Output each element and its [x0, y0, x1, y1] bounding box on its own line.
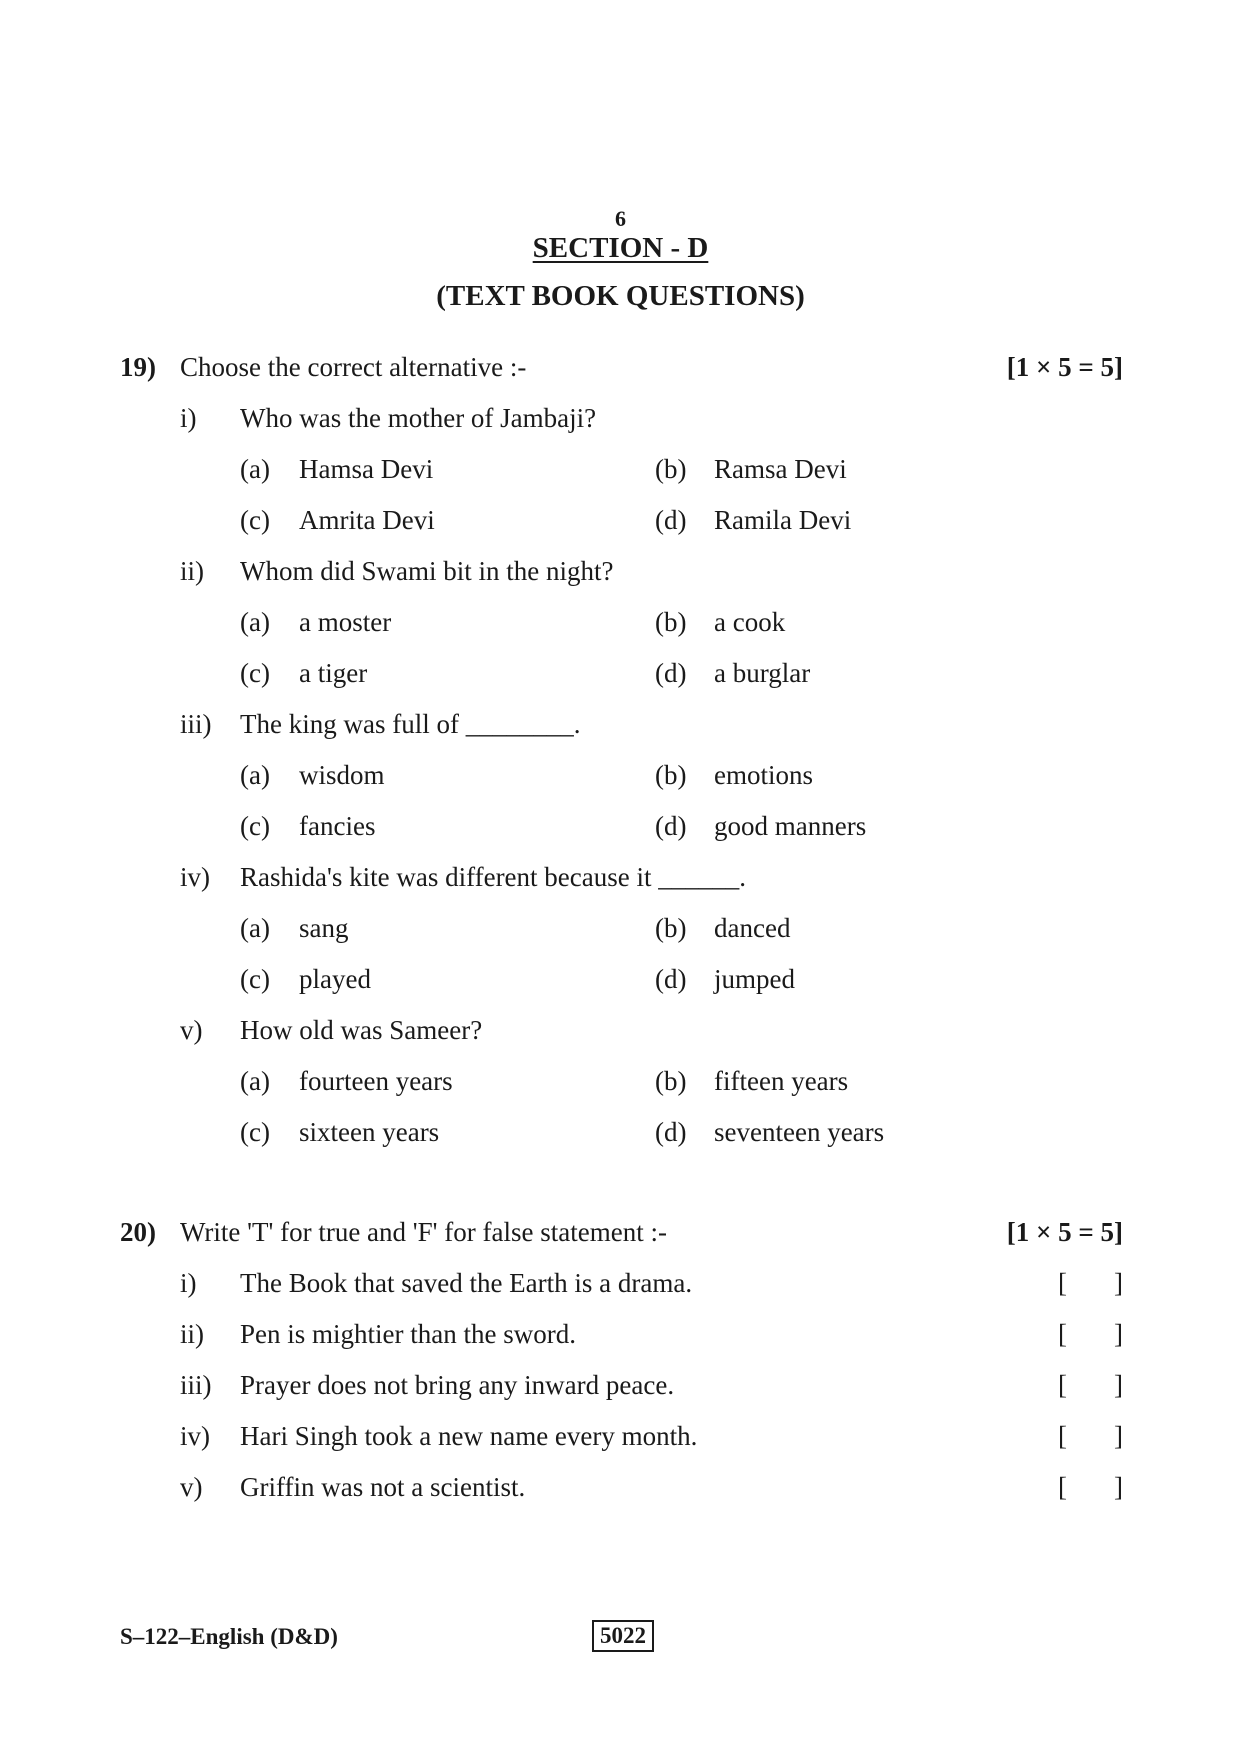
option-text: Ramila Devi [714, 505, 852, 535]
option-text: Ramsa Devi [714, 454, 847, 484]
bracket-open: [ [1058, 1319, 1067, 1349]
statement-text: Prayer does not bring any inward peace. [240, 1370, 675, 1400]
bracket-close: ] [1114, 1319, 1123, 1349]
question-number: 20) [120, 1217, 156, 1247]
option-letter: (b) [655, 913, 687, 943]
sub-question-number: ii) [180, 556, 204, 586]
question-instruction: Choose the correct alternative :- [180, 352, 527, 382]
option-text: a cook [714, 607, 786, 637]
answer-bracket[interactable] [1058, 1472, 1123, 1503]
option-text: fourteen years [299, 1066, 453, 1096]
sub-question-text: Who was the mother of Jambaji? [240, 403, 597, 433]
question-number: 19) [120, 352, 156, 382]
statement-number: ii) [180, 1319, 204, 1349]
bracket-open: [ [1058, 1421, 1067, 1451]
option-letter: (c) [240, 505, 270, 535]
sub-question-text: How old was Sameer? [240, 1015, 483, 1045]
answer-bracket[interactable] [1058, 1370, 1123, 1401]
section-title [0, 232, 1241, 265]
statement-text: The Book that saved the Earth is a drama. [240, 1268, 693, 1298]
option-letter: (a) [240, 1066, 270, 1096]
sub-question-number: i) [180, 403, 197, 433]
bracket-close: ] [1114, 1421, 1123, 1451]
option-text: sixteen years [299, 1117, 440, 1147]
statement-text: Griffin was not a scientist. [240, 1472, 526, 1502]
option-letter: (b) [655, 607, 687, 637]
option-text: Amrita Devi [299, 505, 435, 535]
section-title-text: SECTION - D [532, 232, 709, 264]
option-letter: (c) [240, 1117, 270, 1147]
option-letter: (d) [655, 811, 687, 841]
question-marks: [1 × 5 = 5] [1006, 1217, 1123, 1247]
sub-question-number: iii) [180, 709, 212, 739]
paper-code: S–122–English (D&D) [120, 1624, 338, 1649]
bracket-open: [ [1058, 1268, 1067, 1298]
option-letter: (a) [240, 454, 270, 484]
question-instruction: Write 'T' for true and 'F' for false statement :- [180, 1217, 667, 1247]
statement-number: iii) [180, 1370, 212, 1400]
option-text: good manners [714, 811, 867, 841]
option-text: fancies [299, 811, 376, 841]
option-letter: (d) [655, 964, 687, 994]
statement-text: Pen is mightier than the sword. [240, 1319, 576, 1349]
option-text: played [299, 964, 371, 994]
option-letter: (d) [655, 1117, 687, 1147]
sub-question-text: Whom did Swami bit in the night? [240, 556, 614, 586]
bracket-close: ] [1114, 1472, 1123, 1502]
answer-bracket[interactable] [1058, 1319, 1123, 1350]
section-subtitle: (TEXT BOOK QUESTIONS) [436, 280, 805, 312]
bracket-open: [ [1058, 1472, 1067, 1502]
option-letter: (c) [240, 811, 270, 841]
statement-number: v) [180, 1472, 203, 1502]
option-text: fifteen years [714, 1066, 849, 1096]
option-text: jumped [714, 964, 795, 994]
answer-bracket[interactable] [1058, 1421, 1123, 1452]
sub-question-text: Rashida's kite was different because it ______. [240, 862, 746, 892]
bracket-close: ] [1114, 1268, 1123, 1298]
option-text: danced [714, 913, 791, 943]
option-text: a moster [299, 607, 392, 637]
option-letter: (c) [240, 964, 270, 994]
sub-question-number: v) [180, 1015, 203, 1045]
option-letter: (a) [240, 913, 270, 943]
option-letter: (d) [655, 658, 687, 688]
option-text: a burglar [714, 658, 811, 688]
statement-number: iv) [180, 1421, 210, 1451]
option-text: sang [299, 913, 349, 943]
option-letter: (b) [655, 760, 687, 790]
sub-question-text: The king was full of ________. [240, 709, 581, 739]
question-marks: [1 × 5 = 5] [1006, 352, 1123, 382]
option-letter: (a) [240, 760, 270, 790]
option-text: seventeen years [714, 1117, 885, 1147]
option-text: a tiger [299, 658, 368, 688]
option-text: wisdom [299, 760, 385, 790]
page-number: 6 [615, 206, 626, 231]
bracket-open: [ [1058, 1370, 1067, 1400]
sub-question-number: iv) [180, 862, 210, 892]
answer-bracket[interactable] [1058, 1268, 1123, 1299]
option-letter: (d) [655, 505, 687, 535]
paper-box-code: 5022 [592, 1620, 654, 1652]
option-text: Hamsa Devi [299, 454, 434, 484]
option-letter: (b) [655, 1066, 687, 1096]
option-letter: (a) [240, 607, 270, 637]
bracket-close: ] [1114, 1370, 1123, 1400]
statement-number: i) [180, 1268, 197, 1298]
option-text: emotions [714, 760, 813, 790]
option-letter: (c) [240, 658, 270, 688]
option-letter: (b) [655, 454, 687, 484]
statement-text: Hari Singh took a new name every month. [240, 1421, 698, 1451]
